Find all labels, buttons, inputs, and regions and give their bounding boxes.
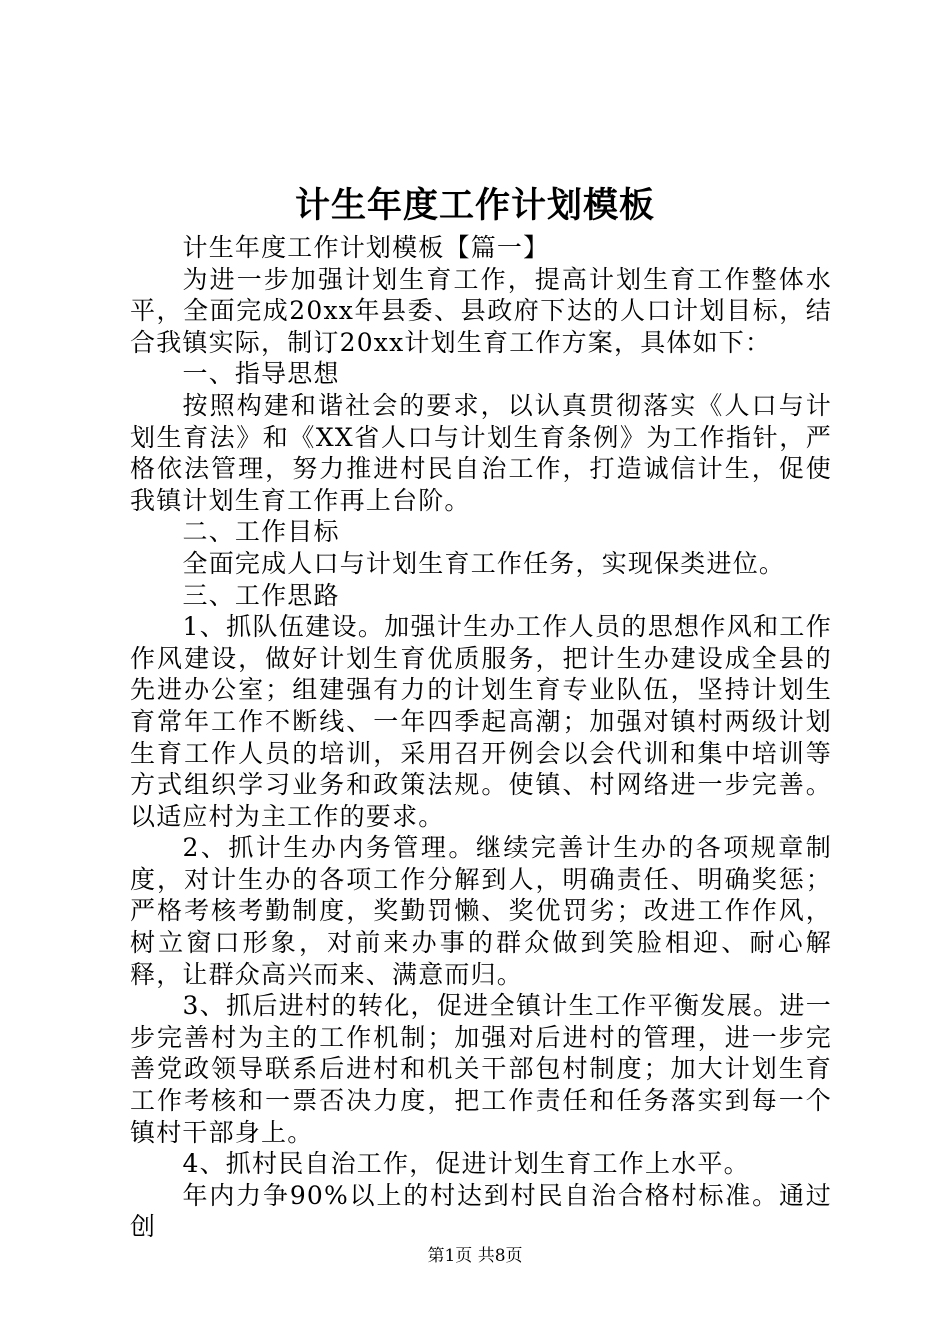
section-heading-part-one: 计生年度工作计划模板【篇一】 bbox=[182, 233, 550, 262]
document-body bbox=[130, 232, 832, 1243]
approach-item-4-detail: 年内力争90%以上的村达到村民自治合格村标准。通过创 bbox=[130, 1180, 832, 1242]
approach-item-1: 1、抓队伍建设。加强计生办工作人员的思想作风和工作作风建设，做好计划生育优质服务，把计生办建设成全县的先进办公室；组建强有力的计划生育专业队伍，坚持计划生育常年工作不断线、一年四季起高潮；加强对镇村两级计划生育工作人员的培训，采用召开例会以会代训和集中培训等方式组织学习业务和政策法规。使镇、村网络进一步完善。以适应村为主工作的要求。 bbox=[130, 612, 832, 831]
approach-item-3: 3、抓后进村的转化，促进全镇计生工作平衡发展。进一步完善村为主的工作机制；加强对后进村的管理，进一步完善党政领导联系后进村和机关干部包村制度；加大计划生育工作考核和一票否决力度，把工作责任和任务落实到每一个镇村干部身上。 bbox=[130, 991, 832, 1147]
page-number-footer: 第1页 共8页 bbox=[427, 1246, 523, 1266]
document-title: 计生年度工作计划模板 bbox=[294, 185, 655, 226]
heading-work-goals: 二、工作目标 bbox=[182, 517, 340, 547]
approach-item-2: 2、抓计生办内务管理。继续完善计生办的各项规章制度，对计生办的各项工作分解到人，明确责任、明确奖惩；严格考核考勤制度，奖勤罚懒、奖优罚劣；改进工作作风，树立窗口形象，对前来办事的群众做到笑脸相迎、耐心解释，让群众高兴而来、满意而归。 bbox=[130, 833, 832, 989]
work-goals-paragraph: 全面完成人口与计划生育工作任务，实现保类进位。 bbox=[182, 548, 786, 578]
approach-item-4: 4、抓村民自治工作，促进计划生育工作上水平。 bbox=[182, 1149, 750, 1179]
heading-guiding-ideology: 一、指导思想 bbox=[182, 359, 340, 389]
intro-paragraph: 为进一步加强计划生育工作，提高计划生育工作整体水平，全面完成20xx年县委、县政府下达的人口计划目标，结合我镇实际，制订20xx计划生育工作方案，具体如下： bbox=[130, 264, 832, 357]
heading-work-approach: 三、工作思路 bbox=[182, 580, 340, 610]
guiding-ideology-paragraph: 按照构建和谐社会的要求，以认真贯彻落实《人口与计划生育法》和《XX省人口与计划生育条例》为工作指针，严格依法管理，努力推进村民自治工作，打造诚信计生，促使我镇计划生育工作再上台阶。 bbox=[130, 390, 832, 515]
